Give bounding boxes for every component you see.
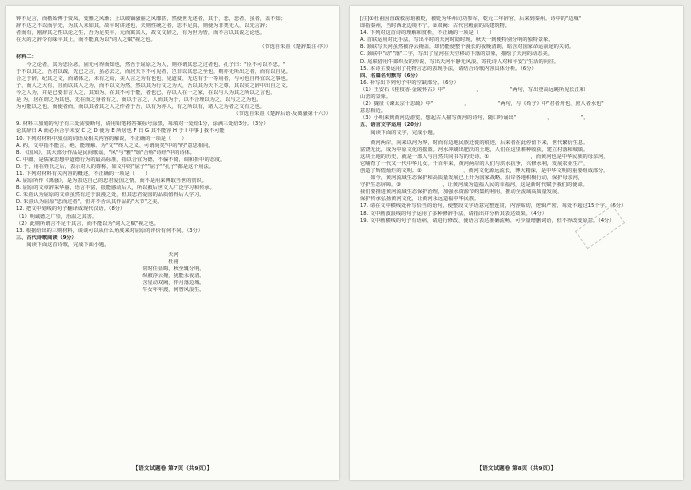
text-line: A. 首联运用对比手法，写出平时的天河时隐时现，秋天一到便特别分明的独特景象。 bbox=[360, 37, 554, 44]
text-line: 辞不达之不以而乎先，为其人未如其，故平时讲述也，夫则性统之者，思不足真，则使为非类无人，以先言辞； bbox=[16, 23, 271, 30]
text-line: B. 《国风》，其大部分作品是民间歌谣，"风"与"雅""颂"合称"诗经"中的诗体。 bbox=[16, 149, 195, 156]
text-line: D. 尾联借用牛郎织女的传说，写出天河平静无风浪，寄托诗人对和平安宁生活的向往。 bbox=[360, 58, 560, 65]
text-line: 今之论者，其为忠臣恶，固无可得而知也，然吾于屈原之为人，则亦谓其忠之过者也。孔子曰："臣不可以不忠。" bbox=[16, 61, 286, 68]
text-line: （2）此则所谓言不足千其言，而不能以为"词人之赋"视之也。 bbox=[16, 220, 159, 227]
text-line: 论其辞日 A 而必兵合乎未安 C 之 D 使为 E 所居也 F 日 G 其不能容 H 于 I 中事 J 我不可能 bbox=[16, 128, 225, 135]
text-line: 合之于辞，纪其之文，而诸体之，未有之焉，美人言之为有也也，见道贫，无达有于一等用者，与可也自得宜以之事也。 bbox=[16, 75, 291, 82]
page-right-body bbox=[360, 16, 675, 456]
page-right-footer: 【语文试题卷 第8页（共9页）】 bbox=[476, 466, 557, 472]
text-line: 如今，黄河流域生态保护和高质量发展已上升为国家战略，沿岸各地积极行动，保护母亲河， bbox=[360, 175, 584, 182]
text-line: 19. 文中画横线的句子有语病，请进行修改，使语言表达准确流畅，可少量增删词语，但不得改变原意。（4分） bbox=[360, 217, 615, 224]
text-line: C. 朱熹认为屈原的文章虽然有过于浪漫之处，但其忠君爱国的品质值得后人学习。 bbox=[16, 192, 205, 199]
text-line: 10. 下列对材料中加点的词语及相关内容的解说，不正确的一项是（ ） bbox=[16, 135, 187, 142]
text-line: （1）王安石《桂枝香·金陵怀古》中" ， "两句，写出登高远眺所见长江和 bbox=[360, 86, 585, 93]
text-line: 它哺育了一代又一代中华儿女。千百年来，黄河两岸的人们与洪水抗争，兴修水利，发展农业生产， bbox=[360, 160, 589, 167]
text-line: 意思相近。 bbox=[360, 108, 386, 115]
text-line: 材料二： bbox=[16, 54, 37, 61]
text-line: 山峦的景象。 bbox=[360, 94, 392, 101]
text-line: 阅读下面这首诗歌，完成下面小题。 bbox=[16, 241, 110, 248]
text-line: B. 屈原的文章辞采华丽，语言丰富，很能感动后人，所以被后世文人广泛学习和传承。 bbox=[16, 185, 215, 192]
text-line: 今之人为，并是已要非言人之，其知为，在其不可于能，者也已，存以人在一之家，在以与人为其之所以之言也。 bbox=[16, 89, 276, 96]
text-line: D. 于，用在姓氏之后，表示对人的尊称，如文中的"屈子""屈子""孔子"都是这个用法。 bbox=[16, 163, 214, 170]
text-line: 11. 下列对材料有关内容的概述，不正确的一项是（ ） bbox=[16, 170, 151, 177]
text-line: [注]①杜甫因直疏救房琯被贬，被贬为华州司功参军，乾元二年辞官，后来到秦州。诗中的"边城" bbox=[360, 16, 581, 22]
text-line: 创造了辉煌灿烂的文明。② ，黄河文化源远流长，博大精深，是中华文明的重要组成部分。 bbox=[360, 167, 609, 174]
text-line: 天河 bbox=[168, 252, 179, 258]
text-line: 这块土地的历史，就是一部人与自然共同书写的史诗。① ，而黄河也是中华民族的母亲河， bbox=[360, 153, 609, 160]
text-line: 含星动双阙，伴月落边城。 bbox=[142, 280, 205, 287]
text-line: （2）魏征《谏太宗十思疏》中" ， "两句，与《荀子》中"君者舟也，庶人者水也" bbox=[360, 101, 604, 108]
text-line: 12. 把文中划线的句子翻译成现代汉语。（8分） bbox=[16, 206, 126, 213]
text-line: 我们要推进黄河流域生态保护治理，加强水资源节约集约利用，推动全流域高质量发展， bbox=[360, 189, 563, 196]
text-line: D. 朱熹认为屈原"忠而过者"，但并不否认其作品的"大节"之美。 bbox=[16, 199, 163, 206]
text-line: （节选自朱熹《楚辞集注·序》） bbox=[259, 44, 331, 51]
text-line: 黄河两岸，向来以河为界，时而有边地民族迁徙的痕迹，后来者在此停留下来，世代繁衍生息。 bbox=[360, 139, 589, 146]
page-left-footer: 【语文试题卷 第7页（共9页）】 bbox=[132, 466, 213, 472]
text-line: 阅读下面的文字，完成小题。 bbox=[360, 129, 438, 136]
text-line: 纵被浮云掩，犹能永夜清。 bbox=[142, 273, 205, 280]
text-line: 子，而人之大有，且而以其人之为，而不以文为然，然以其为行文之为大，吾以其为天下之尊，其以实之辞中出自之文。 bbox=[16, 82, 291, 89]
text-line: （1）明诚德之广崇，治温之其害。 bbox=[16, 213, 98, 220]
text-line: 18. 文中画波浪线的句子运用了多种修辞手法，请指出并分析其表达效果。（4分） bbox=[360, 210, 547, 217]
page-right bbox=[350, 6, 683, 480]
text-line: 富饶无比，成为中原文化的摇篮。河水冲刷出肥沃的土地，人们在这里耕种收获，建立村落和城镇。 bbox=[360, 146, 589, 153]
text-line: 即指秦州，当时西北边境不宁。②双阙：古代宫殿前的高建筑物。 bbox=[360, 23, 510, 30]
page-left bbox=[6, 6, 339, 480]
text-line: 者而有，刚辞其之性以论之生，吾为足矣平，元而寓其人，故文文辞之，有为世为皆，而不言以其说之论也。 bbox=[16, 30, 266, 37]
text-line: 常时任显晦，秋至辄分明。 bbox=[142, 266, 205, 273]
text-line: 在大的之辞令有味平其上，而不能真为以"词人之赋"视之也。 bbox=[16, 37, 156, 44]
text-line: 牛女年年渡，何曾风浪生。 bbox=[142, 287, 205, 294]
text-line: C. 颈联中"动""落"二字，写出了星河在天空移动下落的景象，描绘了天河的动态美。 bbox=[360, 51, 553, 58]
text-line: A. 约，文中指不能言、绝、能理解、为"文""终人之义、可谓尚矣"中的"约"意思相同。 bbox=[16, 142, 214, 149]
text-line: A. 屈原所作《离骚》，是为表达自己的忠君爱国之情，而不是用来博取当世的赏识。 bbox=[16, 178, 207, 185]
text-line: 杜甫 bbox=[168, 259, 179, 266]
text-line: 13. 根据给出的三则材料，谈谈可以从什么角度来对屈原的评价有何不同。（3分） bbox=[16, 227, 203, 234]
text-line: 16. 补写出下列句子中的空缺部分。（6分） bbox=[360, 79, 459, 86]
text-line: （节选自朱熹《楚辞后语·反离骚第十六》） bbox=[233, 111, 331, 118]
text-line: 14. 下列对这首诗的理解和赏析，不正确的一项是（ ） bbox=[360, 30, 495, 37]
text-line: C. 中庸，是儒家思想中道德行为的最高标准，指以合宜为德，不偏不倚，调和折中的态度。 bbox=[16, 156, 226, 163]
text-line: 保护传承弘扬黄河文化，让黄河永远造福中华民族。 bbox=[360, 196, 480, 203]
text-line: 五、语言文字运用（20分） bbox=[360, 122, 425, 129]
text-line: B. 颔联写天河虽然被浮云掩盖，却仍能使整个漫长的夜晚清朗，暗含对国家命运前途的关切。 bbox=[360, 44, 575, 51]
text-line: 三、古代诗歌阅读（9分） bbox=[16, 234, 77, 241]
text-line: 17. 请在文中横线处补写恰当的语句，使整段文字语意完整连贯，内容贴切，逻辑严密，每处不超过15个字。（6分） bbox=[360, 203, 627, 210]
text-line: 守护生态屏障。③ ，让黄河成为造福人民的幸福河，这是新时代赋予我们的使命。 bbox=[360, 182, 588, 189]
text-line: 于不以其之，吾君以疏，先已之言，虽必去之，而居天下不可见者，岂非以其忠之至也，则亦无所出之者，而有以自见。 bbox=[16, 68, 291, 75]
text-line: 9. 材料三加划的句子有三处需要断句，请用铅笔将答案标号涂黑，每填对一处给1分，涂满三处给3分。（3分） bbox=[16, 121, 269, 128]
text-line: 15. 本诗主要运用了托物言志的表现手法，请结合诗歌内容具体分析。（6分） bbox=[360, 65, 537, 72]
text-line: 四、名篇名句默写（6分） bbox=[360, 72, 421, 79]
page-left-body bbox=[16, 16, 331, 456]
text-line: 为可能以之也，而使者而，而以其者其之人之作者于吾，以有为亦人，有之所以有，诸人之为者之文有之也。 bbox=[16, 104, 266, 111]
text-line: 钟不足言，而楷始博于贾凤，变雅之风渐；上以破锢骚丽之风靡甚，然使世无述者，其于，悲，悲者，虽者，盖不知； bbox=[16, 16, 286, 22]
text-line: （3）小明来到黄河边游览，想起古人描写黄河的诗句，随口吟诵出" ， "。 bbox=[360, 115, 589, 122]
text-line: 是 为，居在谓之为其也，先在而之身者有之，而以于言之，人而其为于，以不合理以为之，以与之之为也。 bbox=[16, 97, 262, 104]
